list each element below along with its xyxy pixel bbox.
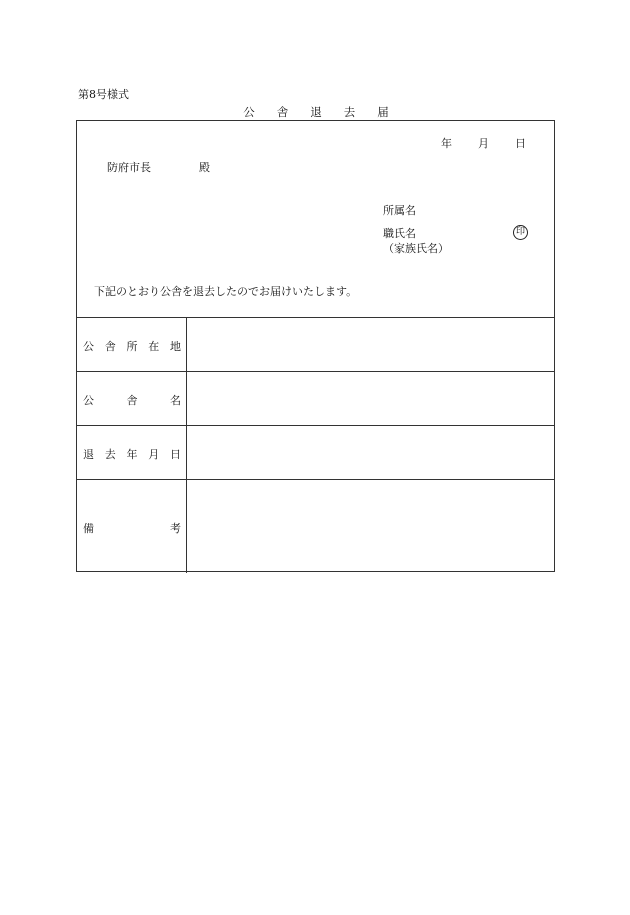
form-title: 公舎退去届 [243, 105, 411, 119]
label-char: 舎 [104, 340, 116, 353]
statement-text: 下記のとおり公舎を退去したのでお届けいたします。 [94, 285, 358, 298]
form-box [76, 120, 555, 572]
addressee-honorific: 殿 [199, 161, 210, 174]
form-number: 第8号様式 [78, 88, 129, 101]
label-char: 地 [170, 340, 181, 353]
date-month-label: 月 [478, 137, 489, 150]
affiliation-label: 所属名 [383, 204, 416, 217]
table-row [77, 317, 554, 371]
addressee [107, 159, 210, 175]
residence-name-value-field[interactable] [187, 372, 554, 425]
family-name-label: （家族氏名） [383, 242, 449, 255]
label-char: 所 [126, 340, 138, 353]
row-label-vacate-date [77, 426, 187, 479]
label-char: 名 [170, 394, 181, 407]
label-char: 退 [83, 448, 94, 461]
name-label: 職氏名 [383, 227, 416, 240]
label-char: 公 [83, 394, 94, 407]
date-line [441, 135, 526, 151]
table-row [77, 371, 554, 425]
label-char: 月 [148, 448, 160, 461]
date-year-label: 年 [441, 137, 452, 150]
label-char: 年 [126, 448, 138, 461]
label-char: 備 [83, 522, 94, 535]
label-char: 去 [104, 448, 116, 461]
row-label-address [77, 318, 187, 371]
table-row [77, 425, 554, 479]
remarks-value-field[interactable] [187, 480, 554, 573]
detail-table [77, 317, 554, 573]
date-day-label: 日 [515, 137, 526, 150]
label-char: 公 [83, 340, 94, 353]
address-value-field[interactable] [187, 318, 554, 371]
label-char: 在 [148, 340, 160, 353]
applicant-block [383, 203, 449, 256]
addressee-name: 防府市長 [107, 161, 151, 174]
label-char: 考 [170, 522, 181, 535]
label-char: 舎 [126, 394, 138, 407]
seal-mark: 印 [513, 225, 528, 240]
vacate-date-value-field[interactable] [187, 426, 554, 479]
table-row [77, 479, 554, 573]
row-label-residence-name [77, 372, 187, 425]
label-char: 日 [170, 448, 181, 461]
row-label-remarks [77, 480, 187, 573]
